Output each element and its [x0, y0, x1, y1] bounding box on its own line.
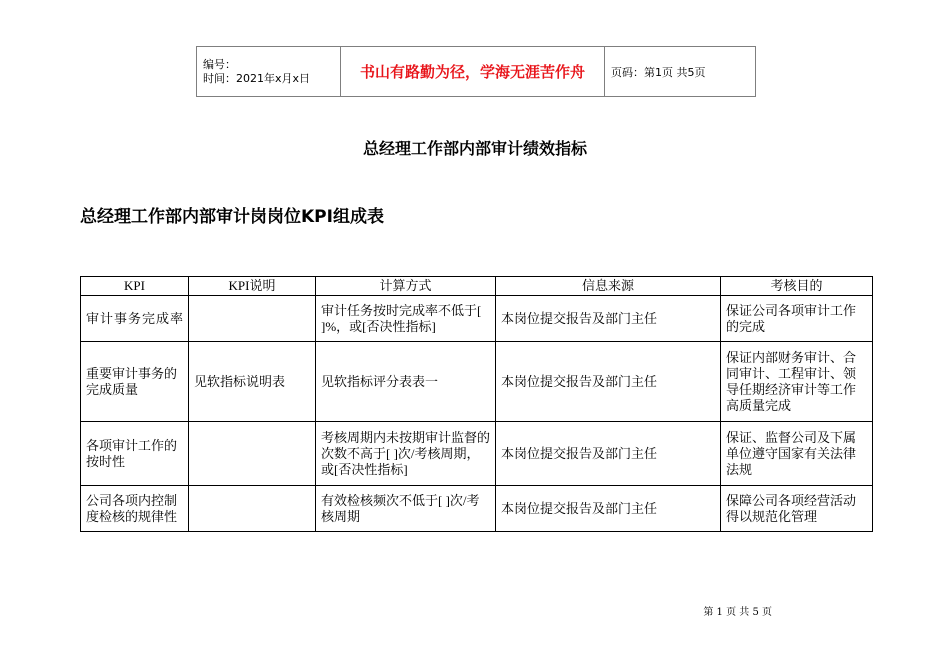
table-row: [81, 296, 873, 342]
calculation-cell: 见软指标评分表表一: [316, 342, 496, 422]
header-meta: [197, 47, 341, 97]
table-row: [81, 342, 873, 422]
kpi-cell: 审计事务完成率: [81, 296, 189, 342]
table-row: [81, 486, 873, 532]
column-header: 计算方式: [316, 277, 496, 296]
calculation-cell: 有效检核频次不低于[ ]次/考核周期: [316, 486, 496, 532]
motto: 书山有路勤为径，学海无涯苦作舟: [341, 47, 605, 97]
time-label: 时间：2021年x月x日: [203, 71, 311, 85]
column-header: 考核目的: [721, 277, 873, 296]
purpose-cell: 保证内部财务审计、合同审计、工程审计、领导任期经济审计等工作高质量完成: [721, 342, 873, 422]
source-cell: 本岗位提交报告及部门主任: [496, 296, 721, 342]
calculation-cell: 考核周期内未按期审计监督的次数不高于[ ]次/考核周期，或[否决性指标]: [316, 422, 496, 486]
kpi-table: [80, 276, 873, 532]
source-cell: 本岗位提交报告及部门主任: [496, 422, 721, 486]
purpose-cell: 保证、监督公司及下属单位遵守国家有关法律法规: [721, 422, 873, 486]
table-header-row: [81, 277, 873, 296]
kpi-description-cell: [189, 486, 316, 532]
section-title: 总经理工作部内部审计岗岗位KPI组成表: [80, 207, 384, 227]
page-code: 页码：第1页 共5页: [605, 47, 756, 97]
kpi-description-cell: [189, 422, 316, 486]
table-row: [81, 422, 873, 486]
purpose-cell: 保证公司各项审计工作的完成: [721, 296, 873, 342]
number-label: 编号：: [203, 57, 236, 71]
source-cell: 本岗位提交报告及部门主任: [496, 486, 721, 532]
kpi-cell: 重要审计事务的完成质量: [81, 342, 189, 422]
kpi-cell: 公司各项内控制度检核的规律性: [81, 486, 189, 532]
column-header: KPI说明: [189, 277, 316, 296]
calculation-cell: 审计任务按时完成率不低于[ ]%，或[否决性指标]: [316, 296, 496, 342]
source-cell: 本岗位提交报告及部门主任: [496, 342, 721, 422]
purpose-cell: 保障公司各项经营活动得以规范化管理: [721, 486, 873, 532]
document-header: [196, 46, 756, 97]
kpi-cell: 各项审计工作的按时性: [81, 422, 189, 486]
column-header: KPI: [81, 277, 189, 296]
kpi-description-cell: 见软指标说明表: [189, 342, 316, 422]
page-footer: 第 1 页 共 5 页: [703, 607, 772, 618]
column-header: 信息来源: [496, 277, 721, 296]
document-title: 总经理工作部内部审计绩效指标: [362, 139, 587, 158]
kpi-description-cell: [189, 296, 316, 342]
